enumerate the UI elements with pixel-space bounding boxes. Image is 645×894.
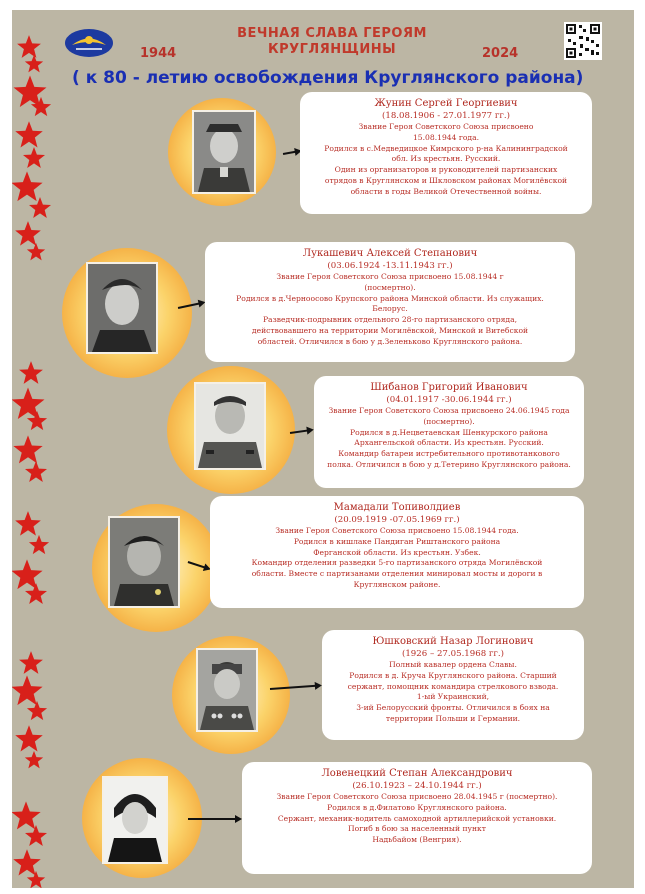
- hero-dates: (04.01.1917 -30.06.1944 гг.): [386, 395, 512, 405]
- star-icon: [26, 700, 48, 722]
- hero-line: 15.08.1944 года.: [412, 132, 480, 142]
- star-icon: [22, 146, 46, 170]
- star-icon: [26, 410, 48, 432]
- hero-line: Родился в д.Филатово Круглянского района.: [327, 802, 507, 812]
- hero-line: Родился в д.Черноосово Крупского района Минской области. Из служащих.: [236, 293, 544, 303]
- winged-emblem-icon: [64, 28, 114, 58]
- hero-line: Архангельской области. Из крестьян. Русский.: [354, 438, 544, 448]
- hero-dates: (26.10.1923 – 24.10.1944 гг.): [352, 781, 482, 791]
- poster: [12, 10, 634, 888]
- hero-line: области. Вместе с партизанами отделения минировал мосты и дороги в: [251, 569, 543, 579]
- hero-name: Юшковский Назар Логинович: [372, 636, 534, 647]
- star-icon: [24, 54, 44, 74]
- hero-dates: (18.08.1906 - 27.01.1977 гг.): [382, 111, 510, 121]
- hero-line: Полный кавалер ордена Славы.: [389, 660, 517, 669]
- arrow-icon: [188, 818, 240, 820]
- hero-line: 1-ый Украинский,: [416, 692, 490, 702]
- hero-line: Звание Героя Советского Союза присвоено: [358, 122, 534, 131]
- hero-line: Разведчик-подрывник отдельного 28-го партизанского отряда,: [262, 315, 518, 325]
- hero-line: Звание Героя Советского Союза присвоено 15.08.1944 года.: [275, 526, 519, 535]
- hero-line: Родился в кишлаке Пандиган Риштанского района: [293, 536, 501, 546]
- hero-dates: (03.06.1924 -13.11.1943 гг.): [327, 261, 453, 271]
- hero-line: Командир батареи истребительного противотанкового: [338, 449, 560, 459]
- hero-dates: (1926 – 27.05.1968 гг.): [401, 649, 504, 659]
- hero-line: Белорус.: [372, 304, 408, 314]
- star-icon: [28, 196, 52, 220]
- hero-line: Звание Героя Советского Союза присвоено 15.08.1944 г: [276, 272, 504, 281]
- hero-name: Шибанов Григорий Иванович: [370, 382, 528, 393]
- hero-line: полка. Отличился в бою у д.Тетерино Круглянского района.: [327, 459, 571, 469]
- hero-line: областей. Отличился в бою у д.Зеленьково Круглянского района.: [257, 336, 523, 346]
- star-icon: [24, 582, 48, 606]
- hero-card: [205, 242, 575, 362]
- hero-line: Ферганской области. Из крестьян. Узбек.: [313, 547, 481, 557]
- star-icon: [24, 460, 48, 484]
- hero-card: [314, 376, 584, 488]
- star-icon: [26, 870, 46, 888]
- star-icon: [18, 360, 44, 386]
- hero-photo: [86, 262, 158, 354]
- hero-line: Родился в д. Круча Круглянского района. Старший: [349, 670, 557, 680]
- hero-line: Круглянском районе.: [353, 579, 441, 589]
- star-icon: [26, 242, 46, 262]
- hero-line: действовавшего на территории Могилёвской, Минской и Витебской: [251, 325, 529, 335]
- hero-line: территории Польши и Германии.: [385, 713, 521, 723]
- star-icon: [28, 534, 50, 556]
- title-line2: КРУГЛЯНЩИНЫ: [267, 42, 397, 57]
- star-icon: [18, 650, 44, 676]
- hero-line: Родился в д.Нецветаевская Шенкурского района: [350, 427, 548, 437]
- hero-line: Командир отделения разведки 5-го партизанского отряда Могилёвской: [251, 558, 543, 568]
- hero-line: области в годы Великой Отечественной войны.: [350, 186, 542, 196]
- hero-name: Мамадали Топиволдиев: [333, 502, 461, 513]
- hero-line: Погиб в бою за населенный пункт: [348, 824, 486, 834]
- hero-line: Звание Героя Советского Союза присвоено 24.06.1945 года: [328, 406, 570, 415]
- subtitle: ( к 80 - летию освобождения Круглянского района): [72, 68, 584, 88]
- hero-line: Один из организаторов и руководителей партизанских: [334, 165, 558, 175]
- hero-line: 3-ий Белорусский фронты. Отличился в боях на: [356, 703, 550, 713]
- hero-card: [322, 630, 584, 740]
- hero-line: обл. Из крестьян. Русский.: [391, 154, 501, 164]
- hero-line: Надьбайом (Венгрия).: [372, 835, 462, 845]
- title-line1: ВЕЧНАЯ СЛАВА ГЕРОЯМ: [237, 26, 427, 41]
- arrow-icon: [283, 150, 300, 155]
- hero-card: [210, 496, 584, 608]
- hero-line: отрядов в Круглянском и Шкловском районах Могилёвской: [324, 175, 568, 185]
- star-icon: [24, 824, 48, 848]
- hero-photo: [194, 382, 266, 470]
- qr-code-icon[interactable]: [564, 22, 602, 60]
- hero-line: Родился в с.Медведицкое Кимрского р-на Калининградской: [324, 143, 568, 153]
- hero-name: Жунин Сергей Георгиевич: [374, 98, 518, 109]
- star-icon: [24, 750, 44, 770]
- hero-card: [242, 762, 592, 874]
- hero-card: [300, 92, 592, 214]
- year-right: 2024: [482, 46, 519, 61]
- hero-name: Ловенецкий Степан Александрович: [321, 768, 513, 779]
- year-left: 1944: [140, 46, 177, 61]
- hero-line: Сержант, механик-водитель самоходной артиллерийской установки.: [277, 813, 557, 823]
- hero-line: Звание Героя Советского Союза присвоено 28.04.1945 г (посмертно).: [276, 792, 558, 801]
- hero-line: (посмертно).: [364, 282, 416, 292]
- star-icon: [30, 96, 52, 118]
- hero-photo: [192, 110, 256, 194]
- hero-dates: (20.09.1919 -07.05.1969 гг.): [334, 515, 460, 525]
- hero-line: сержант, помощник командира стрелкового взвода.: [347, 681, 559, 691]
- hero-name: Лукашевич Алексей Степанович: [302, 248, 478, 259]
- hero-photo: [108, 516, 180, 608]
- hero-photo: [102, 776, 168, 864]
- hero-photo: [196, 648, 258, 732]
- hero-line: (посмертно).: [423, 416, 475, 426]
